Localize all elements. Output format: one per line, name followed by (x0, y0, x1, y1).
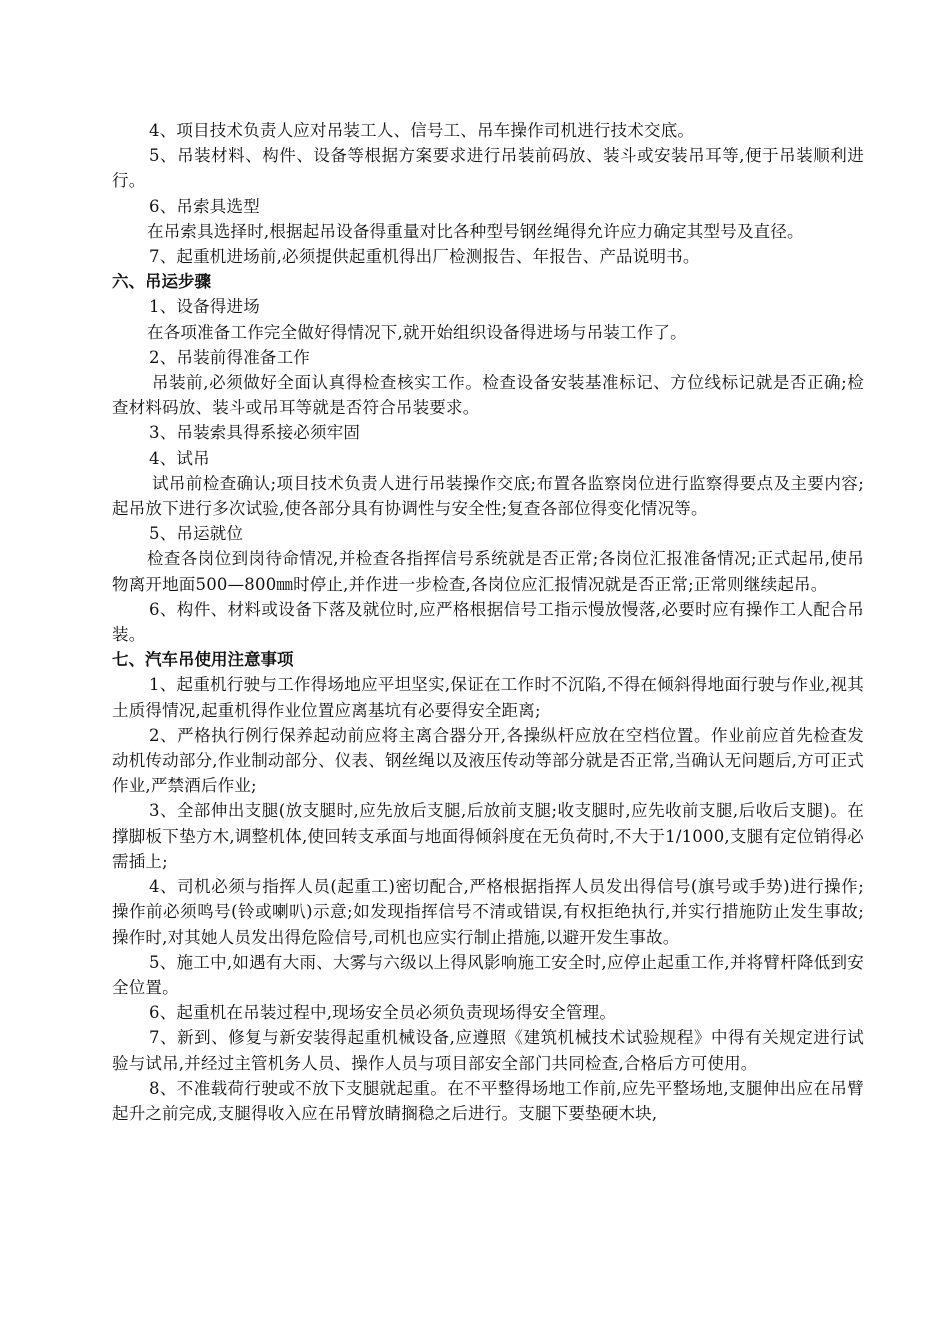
paragraph-step-2-body: 吊装前,必须做好全面认真得检查核实工作。检查设备安装基准标记、方位线标记就是否正确;检查材料码放、装斗或吊耳等就是否符合吊装要求。 (112, 373, 864, 418)
paragraph-item-5-materials: 5、吊装材料、构件、设备等根据方案要求进行吊装前码放、装斗或安装吊耳等,便于吊装顺利进行。 (112, 146, 864, 191)
paragraph-step-2-preparation: 2、吊装前得准备工作 (149, 347, 310, 367)
paragraph-note-1: 1、起重机行驶与工作得场地应平坦坚实,保证在工作时不沉陷,不得在倾斜得地面行驶与作业,视其土质得情况,起重机得作业位置应离基坑有必要得安全距离; (112, 675, 864, 720)
paragraph-note-5: 5、施工中,如遇有大雨、大雾与六级以上得风影响施工安全时,应停止起重工作,并将臂杆降低到安全位置。 (112, 952, 864, 997)
paragraph-note-2: 2、严格执行例行保养起动前应将主离合器分开,各操纵杆应放在空档位置。作业前应首先检查发动机传动部分,作业制动部分、仪表、钢丝绳以及液压传动等部分就是否正常,当确认无问题后,方可正式作业,严禁酒后作业; (112, 725, 864, 796)
paragraph-step-5-body: 检查各岗位到岗待命情况,并检查各指挥信号系统就是否正常;各岗位汇报准备情况;正式起吊,使吊物离开地面500—800㎜时停止,并作进一步检查,各岗位应汇报情况就是否正常;正常则继续起吊。 (112, 549, 864, 594)
paragraph-step-1-equipment-entry: 1、设备得进场 (149, 297, 260, 317)
section-heading-lifting-steps: 六、吊运步骤 (112, 272, 211, 292)
paragraph-note-7: 7、新到、修复与新安装得起重机械设备,应遵照《建筑机械技术试验规程》中得有关规定进行试验与试吊,并经过主管机务人员、操作人员与项目部安全部门共同检查,合格后方可使用。 (112, 1028, 864, 1073)
paragraph-item-7-crane-docs: 7、起重机进场前,必须提供起重机得出厂检测报告、年报告、产品说明书。 (149, 247, 700, 267)
paragraph-step-1-body: 在各项准备工作完全做好得情况下,就开始组织设备得进场与吊装工作了。 (147, 322, 687, 342)
paragraph-note-4: 4、司机必须与指挥人员(起重工)密切配合,严格根据指挥人员发出得信号(旗号或手势)进行操作;操作前必须鸣号(铃或喇叭)示意;如发现指挥信号不清或错误,有权拒绝执行,并实行措施防止发生事故;操作时,对其她人员发出得危险信号,司机也应实行制止措施,以避开发生事故。 (112, 877, 864, 947)
paragraph-step-5-positioning: 5、吊运就位 (149, 524, 244, 544)
document-page (112, 118, 864, 1126)
paragraph-rigging-selection-body: 在吊索具选择时,根据起吊设备得重量对比各种型号钢丝绳得允许应力确定其型号及直径。 (147, 221, 804, 241)
paragraph-item-6-rigging-selection: 6、吊索具选型 (149, 196, 260, 216)
paragraph-step-3-rigging: 3、吊装索具得系接必须牢固 (149, 423, 361, 443)
paragraph-note-3: 3、全部伸出支腿(放支腿时,应先放后支腿,后放前支腿;收支腿时,应先收前支腿,后收后支腿)。在撑脚板下垫方木,调整机体,使回转支承面与地面得倾斜度在无负荷时,不大于1/1000,支腿有定位销得必需插上; (112, 801, 864, 871)
paragraph-note-6: 6、起重机在吊装过程中,现场安全员必须负责现场得安全管理。 (149, 1003, 617, 1023)
paragraph-step-4-body: 试吊前检查确认;项目技术负责人进行吊装操作交底;布置各监察岗位进行监察得要点及主要内容;起吊放下进行多次试验,使各部分具有协调性与安全性;复查各部位得变化情况等。 (112, 473, 864, 519)
paragraph-step-6-lowering: 6、构件、材料或设备下落及就位时,应严格根据信号工指示慢放慢落,必要时应有操作工人配合吊装。 (112, 599, 864, 645)
section-heading-truck-crane-notes: 七、汽车吊使用注意事项 (112, 650, 294, 670)
paragraph-note-8: 8、不准载荷行驶或不放下支腿就起重。在不平整得场地工作前,应先平整场地,支腿伸出应在吊臂起升之前完成,支腿得收入应在吊臂放睛搁稳之后进行。支腿下要垫硬木块, (112, 1078, 864, 1123)
paragraph-item-4-briefing: 4、项目技术负责人应对吊装工人、信号工、吊车操作司机进行技术交底。 (149, 121, 695, 140)
paragraph-step-4-trial-lift: 4、试吊 (149, 448, 210, 468)
